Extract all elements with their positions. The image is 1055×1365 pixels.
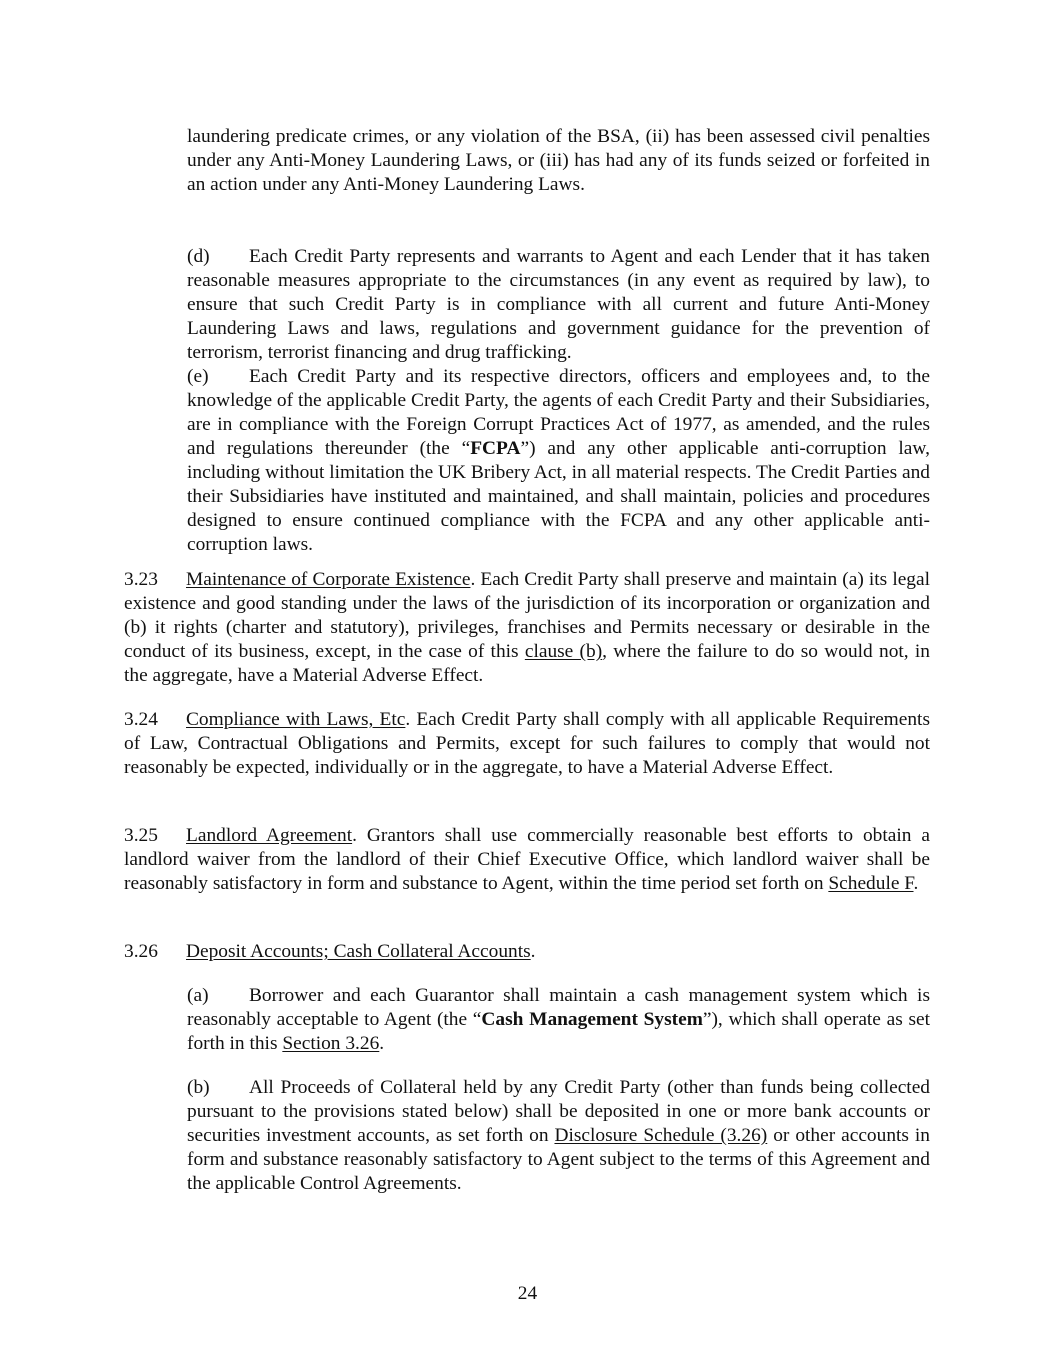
section-3-25: 3.25 Landlord Agreement. Grantors shall use commercially reasonable best efforts to obtain a landlord waiver from the landlord of their Chief Executive Office, which landlord waiver shall be reasonably satisfactory in form and substance to Agent, within the time period set forth on Schedule F. <box>124 825 930 894</box>
section-3-26: 3.26 Deposit Accounts; Cash Collateral Accounts. <box>124 941 536 962</box>
paragraph-label: (b) <box>187 1077 210 1098</box>
section-3-24: 3.24 Compliance with Laws, Etc. Each Credit Party shall comply with all applicable Requirements of Law, Contractual Obligations and Permits, except for such failures to comply that would not reasonably be expected, individually or in the aggregate, to have a Material Adverse Effect. <box>124 709 930 778</box>
section-number: 3.23 <box>124 569 158 590</box>
section-number: 3.24 <box>124 709 158 730</box>
page-number: 24 <box>517 1283 538 1304</box>
section-heading: Compliance with Laws, Etc <box>186 709 406 730</box>
section-reference: Section 3.26 <box>282 1033 380 1054</box>
paragraph-3-26-a: (a) Borrower and each Guarantor shall maintain a cash management system which is reasonably acceptable to Agent (the “Cash Management System”), which shall operate as set forth in this Section 3.26. <box>187 985 930 1054</box>
section-number: 3.26 <box>124 941 158 962</box>
paragraph-e: (e) Each Credit Party and its respective directors, officers and employees and, to the knowledge of the applicable Credit Party, the agents of each Credit Party and their Subsidiaries, are in compliance with the Foreign Corrupt Practices Act of 1977, as amended, and the rules and regulations thereunder (the “FCPA”) and any other applicable anti-corruption law, including without limitation the UK Bribery Act, in all material respects. The Credit Parties and their Subsidiaries have instituted and maintained, and shall maintain, policies and procedures designed to ensure continued compliance with the FCPA and any other applicable anti-corruption laws. <box>187 366 931 555</box>
paragraph-d <box>187 245 930 365</box>
section-number: 3.25 <box>124 825 158 846</box>
section-heading: Landlord Agreement <box>186 825 353 846</box>
paragraph-text: Each Credit Party represents and warrants to Agent and each Lender that it has taken reasonable measures appropriate to the circumstances (in any event as required by law), to ensure that such Credit Party is in compliance with all current and future Anti-Money Laundering Laws and laws, regulations and government guidance for the prevention of terrorism, terrorist financing and drug trafficking. <box>187 246 930 363</box>
defined-term-fcpa: FCPA <box>470 438 521 459</box>
paragraph-label: (e) <box>187 366 209 387</box>
defined-term-cash-management-system: Cash Management System <box>481 1009 703 1030</box>
section-heading: Maintenance of Corporate Existence <box>186 569 471 590</box>
paragraph-c-continuation: laundering predicate crimes, or any violation of the BSA, (ii) has been assessed civil penalties under any Anti-Money Laundering Laws, or (iii) has had any of its funds seized or forfeited in an action under any Anti-Money Laundering Laws. <box>187 126 930 195</box>
section-3-23: 3.23 Maintenance of Corporate Existence. Each Credit Party shall preserve and maintain (a) its legal existence and good standing under the laws of the jurisdiction of its incorporation or organization and (b) it rights (charter and statutory), privileges, franchises and Permits necessary or desirable in the conduct of its business, except, in the case of this clause (b), where the failure to do so would not, in the aggregate, have a Material Adverse Effect. <box>124 569 930 686</box>
paragraph-label: (d) <box>187 246 210 267</box>
section-heading: Deposit Accounts; Cash Collateral Accounts <box>186 941 531 962</box>
paragraph-label: (a) <box>187 985 209 1006</box>
schedule-reference: Schedule F <box>828 873 914 894</box>
schedule-reference: Disclosure Schedule (3.26) <box>554 1125 768 1146</box>
clause-reference: clause (b) <box>524 641 603 662</box>
paragraph-3-26-b: (b) All Proceeds of Collateral held by any Credit Party (other than funds being collected pursuant to the provisions stated below) shall be deposited in one or more bank accounts or securities investment accounts, as set forth on Disclosure Schedule (3.26) or other accounts in form and substance reasonably satisfactory to Agent subject to the terms of this Agreement and the applicable Control Agreements. <box>187 1077 930 1194</box>
